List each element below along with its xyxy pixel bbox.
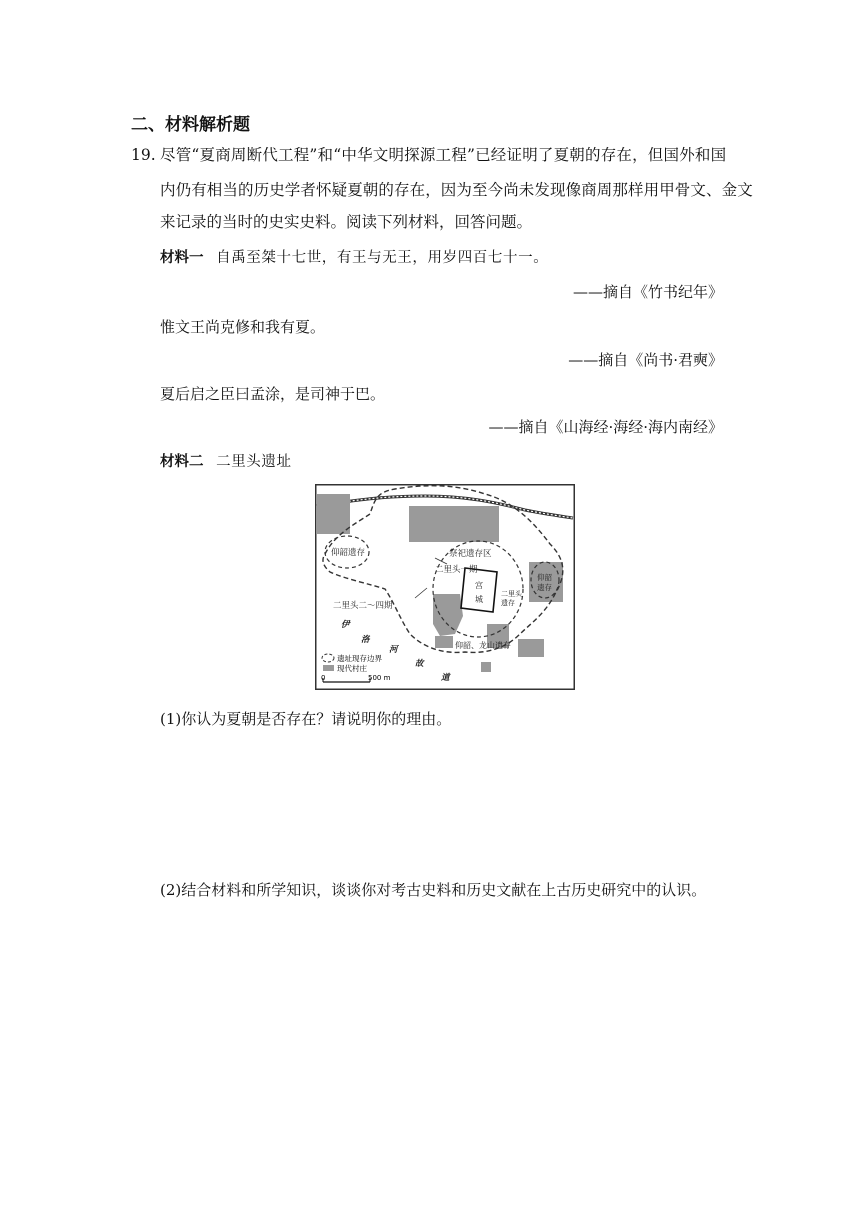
- label-yangshao-right-2: 遗存: [537, 583, 552, 592]
- question-text-line-1: 尽管“夏商周断代工程”和“中华文明探源工程”已经证明了夏朝的存在，但国外和国: [160, 146, 727, 164]
- material-1-source-1: ——摘自《竹书纪年》: [572, 283, 723, 301]
- label-erlitou-right-1: 二里头: [501, 590, 522, 598]
- label-phase1: 二里头一期: [435, 565, 478, 575]
- label-erlitou-right-2: 遗存: [501, 599, 515, 607]
- question-text-line-3: 来记录的当时的史实史料。阅读下列材料，回答问题。: [160, 213, 533, 231]
- label-palace-2: 城: [475, 595, 483, 604]
- legend-village-label: 现代村庄: [337, 664, 367, 673]
- legend-boundary-label: 遗址现存边界: [337, 654, 382, 663]
- label-yangshao-right-1: 仰韶: [537, 573, 552, 582]
- label-jisi: 祭祀遗存区: [449, 549, 492, 559]
- material-1-label: 材料一: [160, 250, 204, 266]
- material-2-label: 材料二: [160, 454, 204, 470]
- material-1-quote-2: 惟文王尚克修和我有夏。: [160, 318, 326, 336]
- question-number: 19.: [131, 146, 156, 164]
- label-river-4: 故: [415, 659, 424, 669]
- material-1-source-3: ——摘自《山海经·海经·海内南经》: [488, 418, 723, 436]
- label-river-1: 伊: [341, 620, 350, 630]
- scale-500-label: 500 m: [368, 674, 391, 682]
- section-title: 二、材料解析题: [131, 115, 250, 135]
- scale-zero-label: 0: [321, 674, 326, 682]
- subquestion-2: (2)结合材料和所学知识，谈谈你对考古史料和历史文献在上古历史研究中的认识。: [160, 881, 707, 899]
- subquestion-1: (1)你认为夏朝是否存在？请说明你的理由。: [160, 710, 452, 728]
- material-1-quote-1: 自禹至桀十七世，有王与无王，用岁四百七十一。: [216, 250, 549, 266]
- material-1-line: [160, 246, 548, 267]
- label-river-3: 河: [389, 645, 398, 655]
- material-1-source-2: ——摘自《尚书·君奭》: [568, 351, 723, 369]
- material-1-quote-3: 夏后启之臣曰孟涂，是司神于巴。: [160, 385, 386, 403]
- material-2-text: 二里头遗址: [216, 454, 292, 470]
- label-longshan: 仰韶、龙山遗存: [455, 641, 511, 650]
- material-2-line: [160, 450, 292, 471]
- label-palace-1: 宫: [475, 581, 483, 590]
- label-river-5: 道: [441, 673, 450, 683]
- label-river-2: 洛: [361, 635, 370, 645]
- erlitou-site-map: [315, 484, 575, 690]
- label-phase24: 二里头二～四期: [333, 601, 393, 611]
- label-yangshao-left: 仰韶遗存: [331, 548, 366, 558]
- question-text-line-2: 内仍有相当的历史学者怀疑夏朝的存在，因为至今尚未发现像商周那样用甲骨文、金文: [160, 181, 753, 199]
